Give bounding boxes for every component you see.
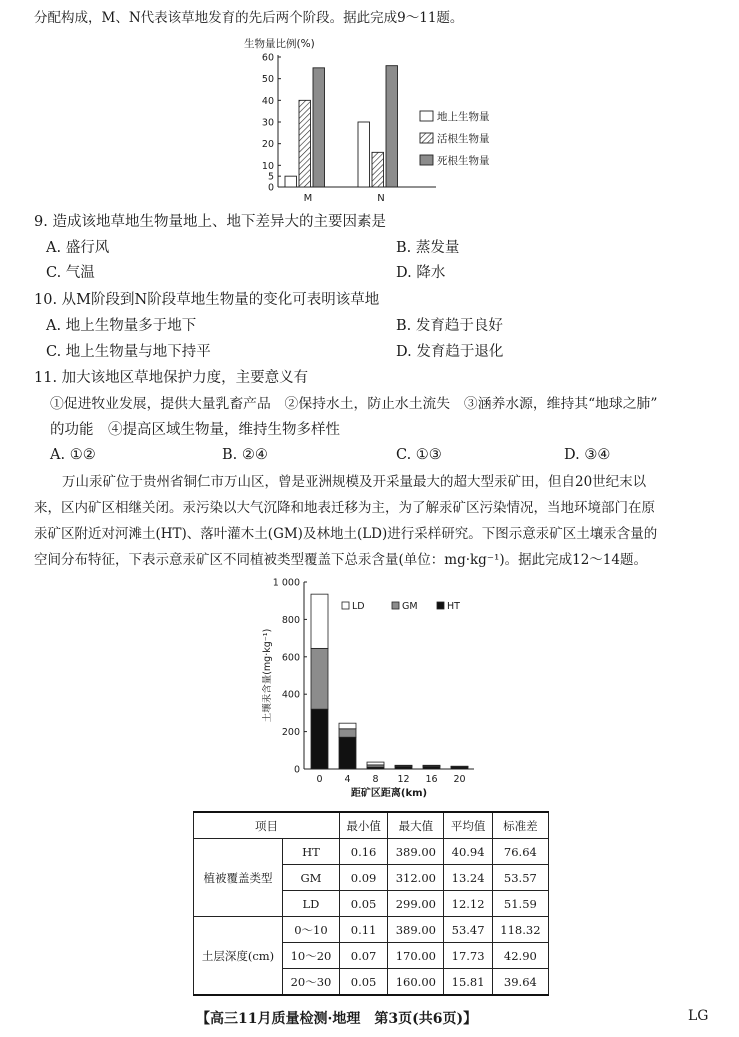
bar-0-LD [311,594,328,648]
table-cell: 299.00 [388,891,444,917]
table-cell: 0.05 [339,891,387,917]
bar-N-3 [386,66,398,187]
table-header-item: 项目 [194,812,340,839]
bar-16-LD [423,765,440,766]
y-tick-label: 5 [267,171,274,183]
x-tick-label: 16 [425,774,438,785]
q10-option-a: A. 地上生物量多于地下 [46,318,197,334]
y-tick-label: 60 [261,52,274,64]
table-cell: 170.00 [388,943,444,969]
bar-M-3 [313,68,325,187]
q11-option-a: A. ①② [50,447,96,463]
bar-12-LD [395,765,412,766]
table-cell: 17.73 [444,943,492,969]
y-axis-label: 土壤汞含量(mg·kg⁻¹) [262,628,273,723]
bar-0-GM [311,648,328,709]
passage-line4: 空间分布特征，下表示意汞矿区不同植被类型覆盖下总汞含量(单位：mg·kg⁻¹)。据此完成12～14题。 [34,552,647,568]
table-header-row [194,812,549,839]
passage-line3: 汞矿区附近对河滩土(HT)、落叶灌木土(GM)及林地土(LD)进行采样研究。下图示意汞矿区土壤汞含量的 [34,526,658,542]
legend-label: 活根生物量 [437,133,490,145]
table-cell: 160.00 [388,969,444,996]
table-cell: 53.47 [444,917,492,943]
y-tick-label: 800 [281,614,300,626]
y-axis-label: 生物量比例(%) [244,38,315,50]
bar-M-2 [299,100,311,187]
table-header-std: 标准差 [492,812,548,839]
mercury-distribution-chart [262,574,482,804]
table-row [194,917,549,943]
bar-0-HT [311,709,328,769]
x-tick-label: N [377,193,385,204]
table-cell: 51.59 [492,891,548,917]
legend-swatch [437,602,444,609]
legend-label: 死根生物量 [437,155,490,167]
table-cell: GM [283,865,340,891]
legend-swatch [392,602,399,609]
table-cell: 389.00 [388,839,444,865]
x-tick-label: M [303,193,313,204]
bar-4-HT [339,737,356,769]
legend-swatch [420,133,433,143]
q9-option-d: D. 降水 [396,265,446,281]
bar-8-LD [367,762,384,765]
x-axis-label: 距矿区距离(km) [350,788,428,799]
table-cell: 53.57 [492,865,548,891]
y-tick-label: 600 [281,652,300,664]
y-tick-label: 0 [267,182,274,194]
page-footer: 【高三11月质量检测·地理 第3页(共6页)】 [196,1011,478,1027]
bar-4-GM [339,729,356,737]
biomass-chart [236,34,516,204]
table-cell: 39.64 [492,969,548,996]
bar-4-LD [339,723,356,729]
x-tick-label: 8 [372,774,379,785]
table-cell: 118.32 [492,917,548,943]
table-cell: 0.09 [339,865,387,891]
table-cell: 76.64 [492,839,548,865]
table-group-depth: 土层深度(cm) [194,917,283,996]
y-tick-label: 10 [261,160,274,172]
table-cell: 0.07 [339,943,387,969]
legend-swatch [342,602,349,609]
legend-label: HT [447,601,460,612]
y-tick-label: 400 [281,689,300,701]
table-cell: HT [283,839,340,865]
table-cell: 0～10 [283,917,340,943]
table-cell: 389.00 [388,917,444,943]
table-row [194,839,549,865]
legend-label: GM [402,601,418,612]
q10-option-b: B. 发育趋于良好 [396,318,503,334]
q11-stem: 11. 加大该地区草地保护力度，主要意义有 [34,370,309,386]
paper-code: LG [688,1008,709,1024]
legend-swatch [420,111,433,121]
y-tick-label: 1 000 [272,577,300,589]
bar-M-1 [285,176,297,187]
q11-statements-line1: ①促进牧业发展，提供大量乳畜产品 ②保持水土，防止水土流失 ③涵养水源，维持其“地球之肺” [50,396,658,412]
x-tick-label: 12 [397,774,410,785]
q9-option-c: C. 气温 [46,265,95,281]
passage-line2: 来，区内矿区相继关闭。汞污染以大气沉降和地表迁移为主，为了解汞矿区污染情况，当地环境部门在原 [34,500,655,516]
table-cell: 0.16 [339,839,387,865]
table-header-max: 最大值 [388,812,444,839]
q11-option-c: C. ①③ [396,447,442,463]
legend-swatch [420,155,433,165]
q11-option-b: B. ②④ [222,447,268,463]
x-tick-label: 0 [316,774,323,785]
table-cell: 312.00 [388,865,444,891]
y-tick-label: 40 [261,95,274,107]
table-cell: 13.24 [444,865,492,891]
table-cell: 42.90 [492,943,548,969]
table-cell: 20～30 [283,969,340,996]
table-header-min: 最小值 [339,812,387,839]
table-cell: 0.11 [339,917,387,943]
y-tick-label: 50 [261,74,274,86]
intro-text: 分配构成，M、N代表该草地发育的先后两个阶段。据此完成9～11题。 [34,10,464,26]
x-tick-label: 20 [453,774,466,785]
table-cell: LD [283,891,340,917]
y-tick-label: 0 [293,764,300,776]
y-tick-label: 30 [261,117,274,129]
q11-option-d: D. ③④ [564,447,611,463]
bar-N-1 [358,122,370,187]
table-cell: 10～20 [283,943,340,969]
q9-option-a: A. 盛行风 [46,240,110,256]
table-cell: 0.05 [339,969,387,996]
table-header-mean: 平均值 [444,812,492,839]
legend-label: LD [352,601,365,612]
q10-stem: 10. 从M阶段到N阶段草地生物量的变化可表明该草地 [34,292,380,308]
table-cell: 15.81 [444,969,492,996]
q10-option-d: D. 发育趋于退化 [396,344,504,360]
q10-option-c: C. 地上生物量与地下持平 [46,344,211,360]
mercury-stats-table [193,811,549,996]
q9-stem: 9. 造成该地草地生物量地上、地下差异大的主要因素是 [34,214,386,230]
q9-option-b: B. 蒸发量 [396,240,460,256]
passage-line1: 万山汞矿位于贵州省铜仁市万山区，曾是亚洲规模及开采量最大的超大型汞矿田，但自20世纪末以 [62,474,647,490]
bar-N-2 [372,152,384,187]
table-cell: 40.94 [444,839,492,865]
y-tick-label: 20 [261,139,274,151]
y-tick-label: 200 [281,727,300,739]
table-cell: 12.12 [444,891,492,917]
x-tick-label: 4 [344,774,351,785]
table-group-vegetation: 植被覆盖类型 [194,839,283,917]
legend-label: 地上生物量 [437,111,490,123]
q11-statements-line2: 的功能 ④提高区域生物量，维持生物多样性 [50,422,340,438]
